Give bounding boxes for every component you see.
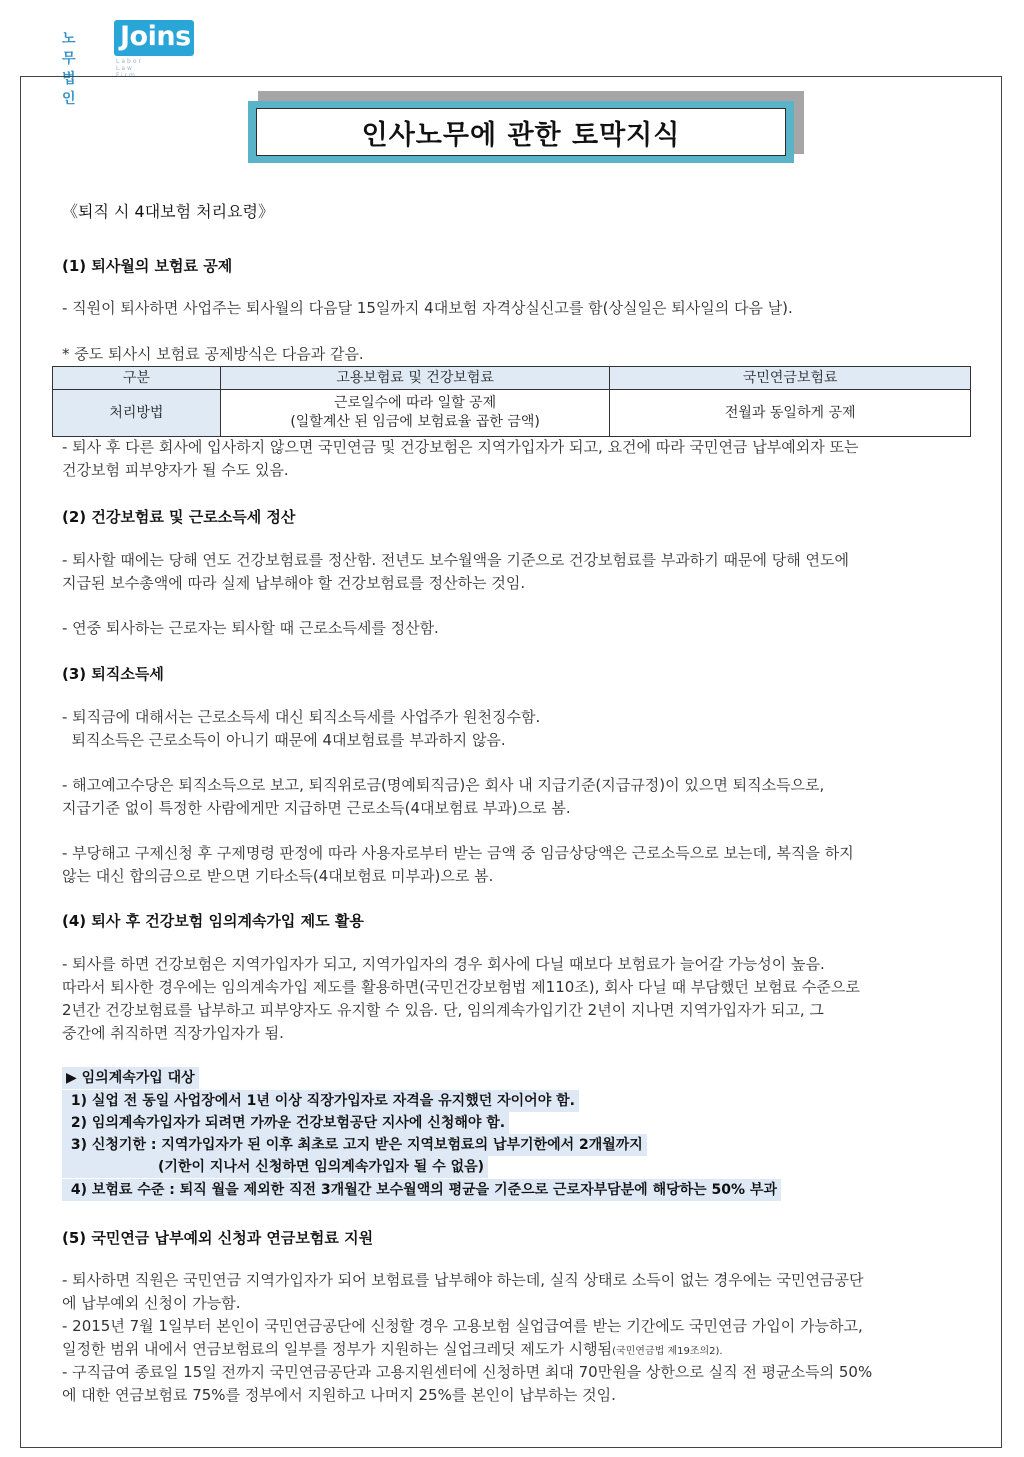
paragraph-line: 중간에 취직하면 직장가입자가 됨. <box>62 1024 284 1042</box>
eligibility-item-note: (기한이 지나서 신청하면 임의계속가입자 될 수 없음) <box>62 1156 488 1178</box>
document-subtitle: 《퇴직 시 4대보험 처리요령》 <box>62 202 274 221</box>
paragraph-text: 일정한 범위 내에서 연금보험료의 일부를 정부가 지원하는 실업크레딧 제도가 시행됨 <box>62 1340 613 1358</box>
table-cell <box>220 390 610 437</box>
note: * 중도 퇴사시 보험료 공제방식은 다음과 같음. <box>62 345 364 363</box>
eligibility-title: ▶ 임의계속가입 대상 <box>62 1067 199 1089</box>
table-cell: 전월과 동일하게 공제 <box>610 390 971 437</box>
paragraph-line: - 퇴사 후 다른 회사에 입사하지 않으면 국민연금 및 건강보험은 지역가입자가 되고, 요건에 따라 국민연금 납부예외자 또는 <box>62 438 859 456</box>
paragraph-line: - 퇴사하면 직원은 국민연금 지역가입자가 되어 보험료를 납부해야 하는데, 실직 상태로 소득이 없는 경우에는 국민연금공단 <box>62 1271 864 1289</box>
paragraph-line: 에 납부예외 신청이 가능함. <box>62 1294 241 1312</box>
logo-brand-box <box>114 20 194 56</box>
logo-korean-text: 노무법인 <box>62 31 75 107</box>
paragraph: - 직원이 퇴사하면 사업주는 퇴사월의 다음달 15일까지 4대보험 자격상실신고를 함(상실일은 퇴사일의 다음 날). <box>62 299 793 317</box>
table-header-cell: 구분 <box>53 367 221 390</box>
paragraph-line: - 퇴사할 때에는 당해 연도 건강보험료를 정산함. 전년도 보수월액을 기준으로 건강보험료를 부과하기 때문에 당해 연도에 <box>62 551 849 569</box>
paragraph-line <box>62 1338 723 1363</box>
section-3-heading: (3) 퇴직소득세 <box>62 665 164 683</box>
logo-tagline: Labor Law Firm <box>116 58 143 79</box>
table-row <box>53 367 971 390</box>
paragraph-line: - 구직급여 종료일 15일 전까지 국민연금공단과 고용지원센터에 신청하면 최대 70만원을 상한으로 실직 전 평균소득의 50% <box>62 1363 873 1381</box>
paragraph-line: 않는 대신 합의금으로 받으면 기타소득(4대보험료 미부과)으로 봄. <box>62 867 494 885</box>
section-2-heading: (2) 건강보험료 및 근로소득세 정산 <box>62 508 296 526</box>
paragraph-line: - 퇴직금에 대해서는 근로소득세 대신 퇴직소득세를 사업주가 원천징수함. <box>62 708 541 726</box>
paragraph-line: 건강보험 피부양자가 될 수도 있음. <box>62 461 289 479</box>
eligibility-item: 4) 보험료 수준 : 퇴직 월을 제외한 직전 3개월간 보수월액의 평균을 기준으로 근로자부담분에 해당하는 50% 부과 <box>62 1179 781 1201</box>
law-reference: (국민연금법 제19조의2). <box>612 1346 723 1357</box>
eligibility-item: 3) 신청기한 : 지역가입자가 된 이후 최초로 고지 받은 지역보험료의 납부기한에서 2개월까지 <box>62 1134 647 1156</box>
section-4-heading: (4) 퇴사 후 건강보험 임의계속가입 제도 활용 <box>62 912 364 930</box>
paragraph-line: 따라서 퇴사한 경우에는 임의계속가입 제도를 활용하면(국민건강보험법 제110조), 회사 다닐 때 부담했던 보험료 수준으로 <box>62 978 860 996</box>
table-cell-line: (일할계산 된 임금에 보험료율 곱한 금액) <box>290 414 540 430</box>
table-row <box>53 390 971 437</box>
section-1-heading: (1) 퇴사월의 보험료 공제 <box>62 257 233 275</box>
paragraph-line: - 부당해고 구제신청 후 구제명령 판정에 따라 사용자로부터 받는 금액 중 임금상당액은 근로소득으로 보는데, 복직을 하지 <box>62 844 854 862</box>
eligibility-item: 1) 실업 전 동일 사업장에서 1년 이상 직장가입자로 자격을 유지했던 자이어야 함. <box>62 1090 579 1112</box>
paragraph-line: 지급된 보수총액에 따라 실제 납부해야 할 건강보험료를 정산하는 것임. <box>62 574 526 592</box>
paragraph-line: 에 대한 연금보험료 75%를 정부에서 지원하고 나머지 25%를 본인이 납부하는 것임. <box>62 1386 616 1404</box>
paragraph-line: 퇴직소득은 근로소득이 아니기 때문에 4대보험료를 부과하지 않음. <box>62 731 506 749</box>
paragraph-line: - 해고예고수당은 퇴직소득으로 보고, 퇴직위로금(명예퇴직금)은 회사 내 지급기준(지급규정)이 있으면 퇴직소득으로, <box>62 776 825 794</box>
paragraph: - 연중 퇴사하는 근로자는 퇴사할 때 근로소득세를 정산함. <box>62 619 439 637</box>
logo-brand-text: Joins <box>120 21 191 52</box>
paragraph-line: - 퇴사를 하면 건강보험은 지역가입자가 되고, 지역가입자의 경우 회사에 다닐 때보다 보험료가 늘어갈 가능성이 높음. <box>62 955 825 973</box>
deduction-table <box>52 366 971 437</box>
paragraph-line: 지급기준 없이 특정한 사람에게만 지급하면 근로소득(4대보험료 부과)으로 봄. <box>62 799 571 817</box>
eligibility-item: 2) 임의계속가입자가 되려면 가까운 건강보험공단 지사에 신청해야 함. <box>62 1112 509 1134</box>
page-title: 인사노무에 관한 토막지식 <box>256 108 786 156</box>
table-header-cell: 고용보험료 및 건강보험료 <box>220 367 610 390</box>
table-cell-line: 근로일수에 따라 일할 공제 <box>334 395 497 411</box>
table-header-cell: 국민연금보험료 <box>610 367 971 390</box>
section-5-heading: (5) 국민연금 납부예외 신청과 연금보험료 지원 <box>62 1229 374 1247</box>
paragraph-line: - 2015년 7월 1일부터 본인이 국민연금공단에 신청할 경우 고용보험 실업급여를 받는 기간에도 국민연금 가입이 가능하고, <box>62 1317 863 1335</box>
paragraph-line: 2년간 건강보험료를 납부하고 피부양자도 유지할 수 있음. 단, 임의계속가입기간 2년이 지나면 지역가입자가 되고, 그 <box>62 1001 824 1019</box>
table-cell: 처리방법 <box>53 390 221 437</box>
